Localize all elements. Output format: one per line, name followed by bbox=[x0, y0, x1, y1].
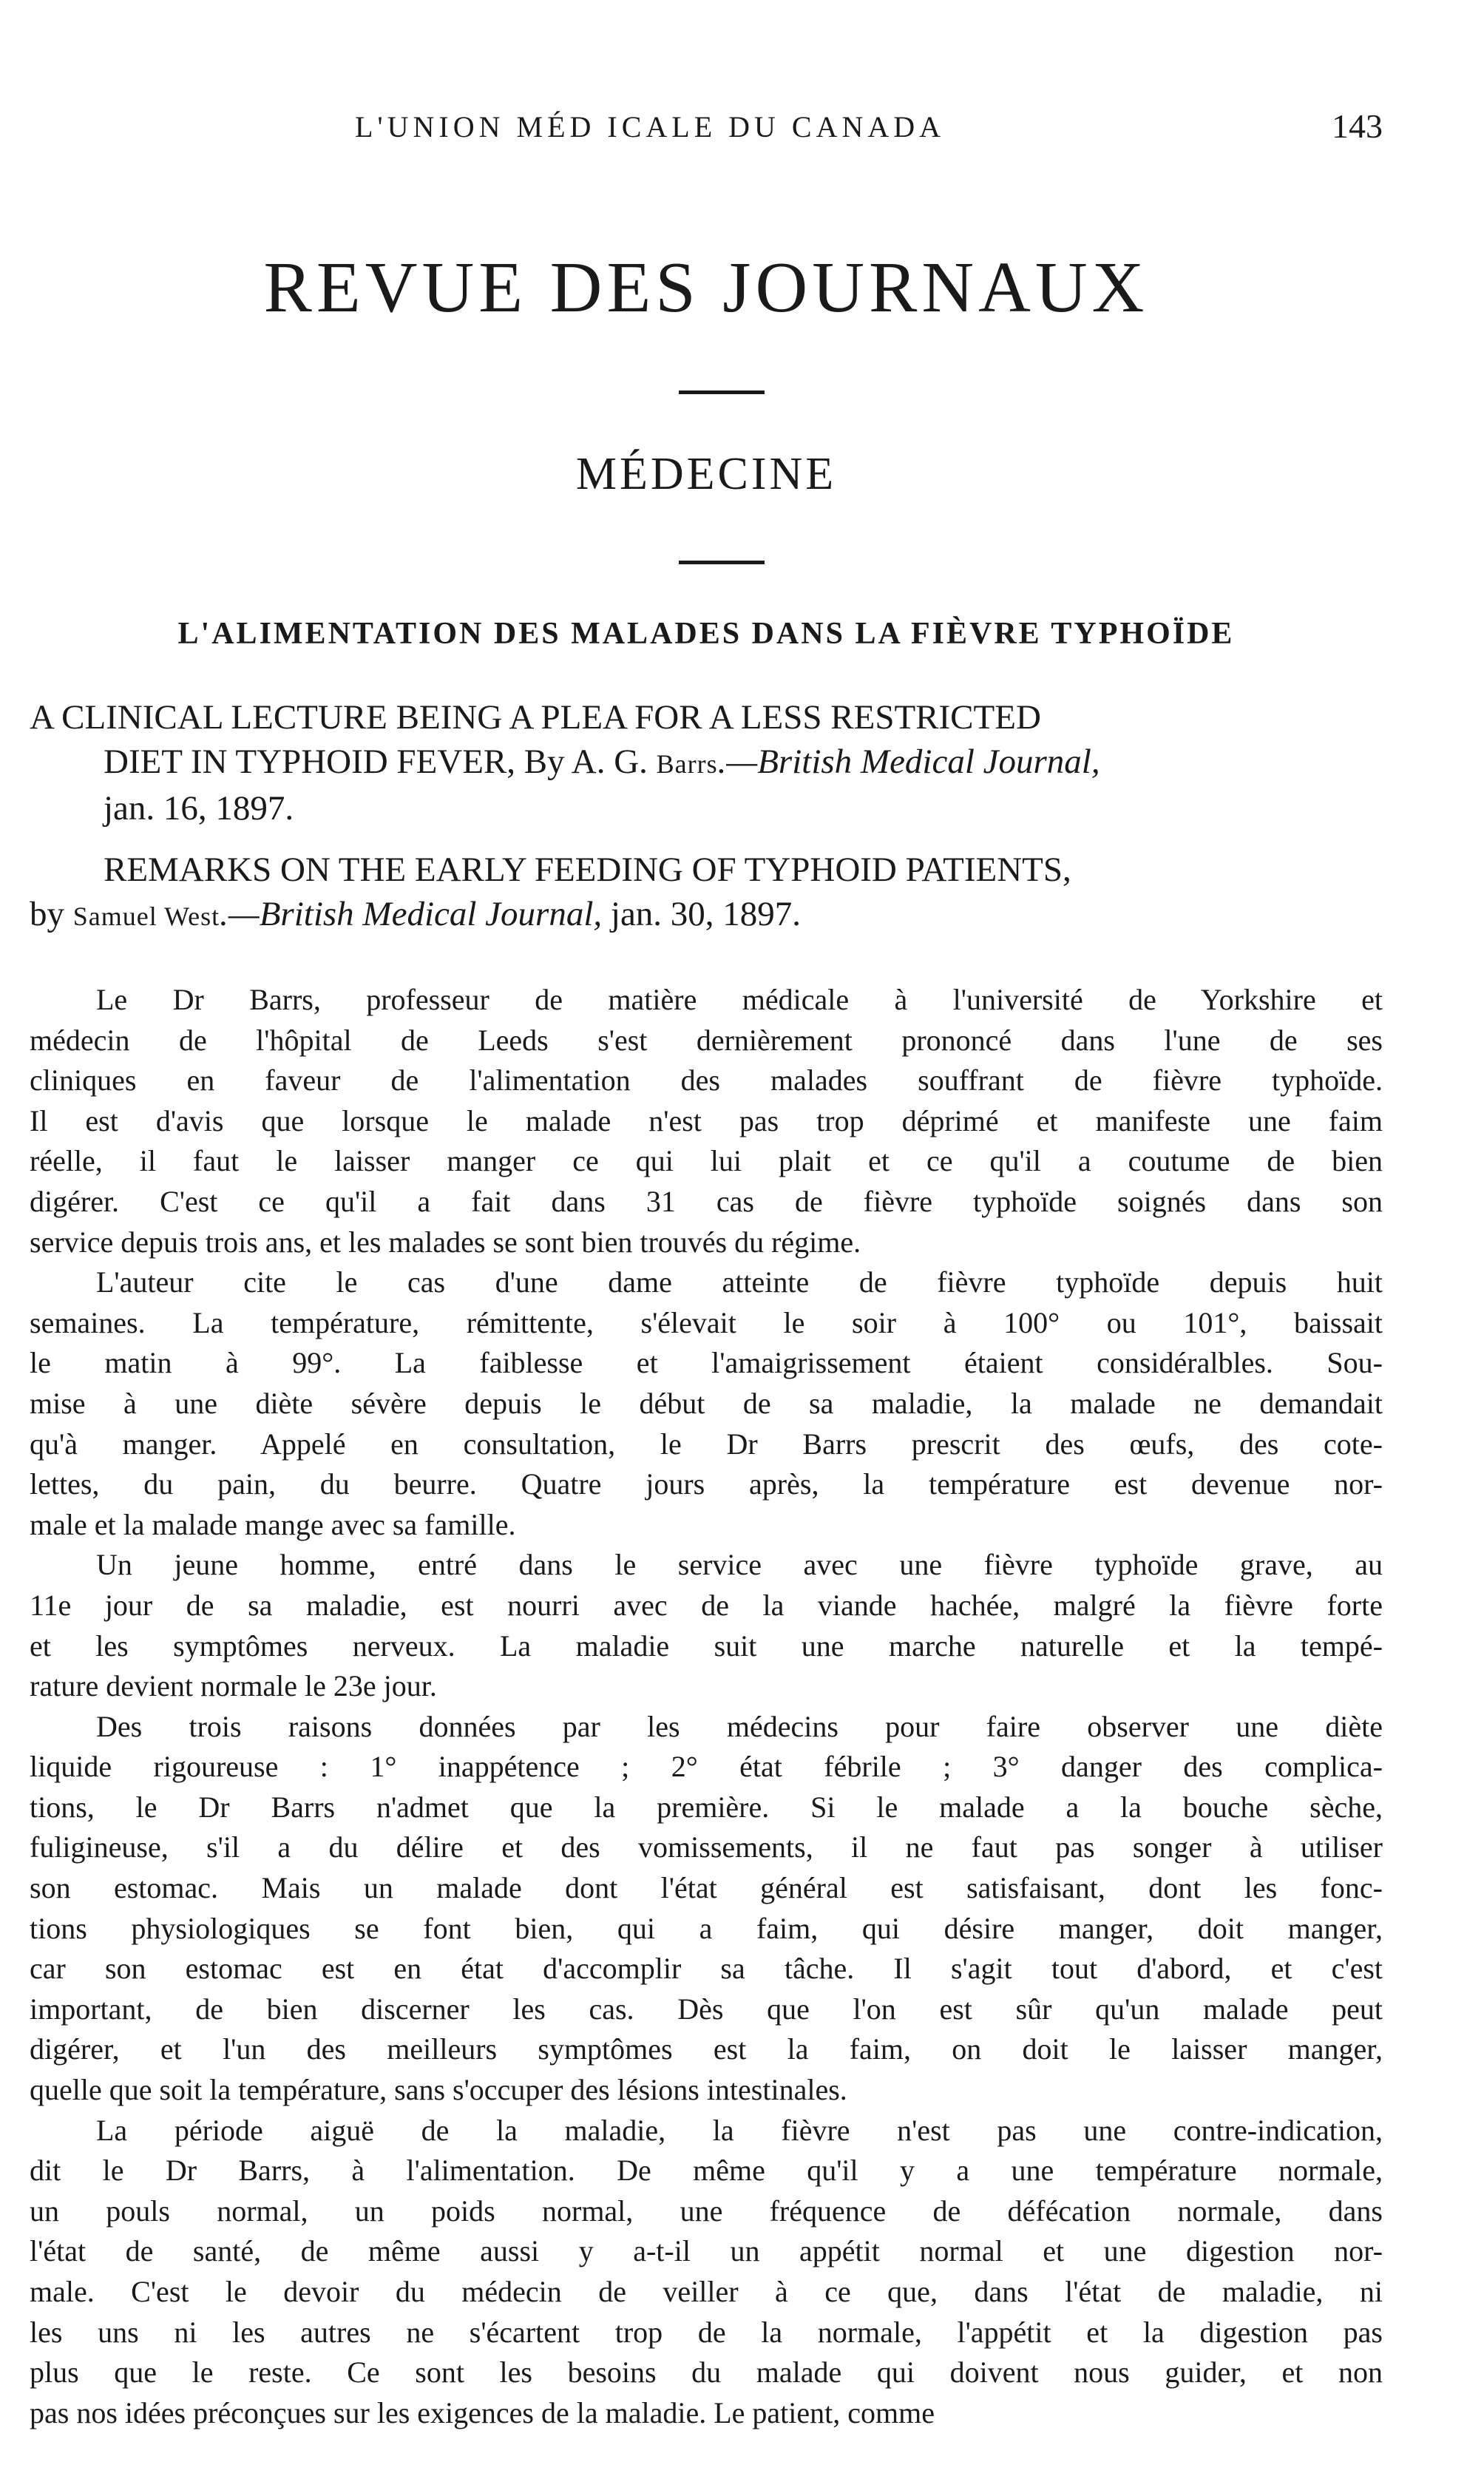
paragraph-line: service depuis trois ans, et les malades se sont bien trouvés du régime. bbox=[30, 1225, 861, 1259]
paragraph-line: qu'à manger. Appelé en consultation, le Dr Barrs prescrit des œufs, des cote- bbox=[30, 1427, 1383, 1461]
paragraph-line: pas nos idées préconçues sur les exigences de la maladie. Le patient, comme bbox=[30, 2395, 935, 2429]
paragraph-line: fuligineuse, s'il a du délire et des vomissements, il ne faut pas songer à utiliser bbox=[30, 1830, 1383, 1864]
reference-author: Samuel West bbox=[72, 902, 220, 931]
title-rule bbox=[679, 390, 765, 394]
paragraph-line: Des trois raisons données par les médecins pour faire observer une diète bbox=[96, 1709, 1383, 1743]
reference-date: jan. 30, 1897. bbox=[602, 895, 802, 933]
reference-text: DIET IN TYPHOID FEVER, By A. G. bbox=[104, 743, 657, 781]
paragraph-line: dit le Dr Barrs, à l'alimentation. De même qu'il y a une température normale, bbox=[30, 2154, 1383, 2188]
paragraph-line: liquide rigoureuse : 1° inappétence ; 2° état fébrile ; 3° danger des complica- bbox=[30, 1750, 1383, 1784]
journal-page bbox=[30, 0, 1383, 2479]
reference-source: .—British Medical Journal, bbox=[220, 895, 603, 933]
paragraph-line: car son estomac est en état d'accomplir sa tâche. Il s'agit tout d'abord, et c'est bbox=[30, 1952, 1383, 1986]
paragraph-line: tions, le Dr Barrs n'admet que la première. Si le malade a la bouche sèche, bbox=[30, 1790, 1383, 1824]
paragraph-line: digérer, et l'un des meilleurs symptômes est la faim, on doit le laisser manger, bbox=[30, 2032, 1383, 2066]
paragraph-line: lettes, du pain, du beurre. Quatre jours après, la température est devenue nor- bbox=[30, 1467, 1383, 1501]
paragraph-line: réelle, il faut le laisser manger ce qui lui plait et ce qu'il a coutume de bien bbox=[30, 1144, 1383, 1178]
paragraph-line: son estomac. Mais un malade dont l'état général est satisfaisant, dont les fonc- bbox=[30, 1871, 1383, 1905]
paragraph-line: cliniques en faveur de l'alimentation des malades souffrant de fièvre typhoïde. bbox=[30, 1063, 1383, 1098]
reference-line bbox=[30, 892, 1383, 938]
paragraph-line: les uns ni les autres ne s'écartent trop de la normale, l'appétit et la digestion pas bbox=[30, 2315, 1383, 2349]
paragraph-line: Le Dr Barrs, professeur de matière médicale à l'université de Yorkshire et bbox=[96, 983, 1383, 1016]
paragraph-line: male. C'est le devoir du médecin de veiller à ce que, dans l'état de maladie, ni bbox=[30, 2275, 1383, 2308]
paragraph-line: Un jeune homme, entré dans le service avec une fièvre typhoïde grave, au bbox=[96, 1548, 1383, 1582]
article-body bbox=[30, 980, 1383, 2433]
subsection-rule bbox=[679, 561, 765, 564]
reference-by: by bbox=[30, 895, 73, 933]
reference-author: Barrs bbox=[656, 749, 718, 779]
section-title: REVUE DES JOURNAUX bbox=[263, 248, 1149, 328]
running-head bbox=[30, 109, 1383, 154]
paragraph-line: et les symptômes nerveux. La maladie suit une marche naturelle et la tempé- bbox=[30, 1629, 1383, 1663]
paragraph-line: un pouls normal, un poids normal, une fréquence de défécation normale, dans bbox=[30, 2194, 1383, 2228]
paragraph-line: quelle que soit la température, sans s'occuper des lésions intestinales. bbox=[30, 2073, 847, 2107]
paragraph-line: important, de bien discerner les cas. Dès que l'on est sûr qu'un malade peut bbox=[30, 1992, 1383, 2026]
paragraph-line: La période aiguë de la maladie, la fièvre n'est pas une contre-indication, bbox=[96, 2113, 1383, 2147]
page-number: 143 bbox=[1332, 107, 1383, 145]
reference-line: A CLINICAL LECTURE BEING A PLEA FOR A LESS RESTRICTED bbox=[30, 698, 1041, 737]
paragraph-line: médecin de l'hôpital de Leeds s'est dernièrement prononcé dans l'une de ses bbox=[30, 1023, 1383, 1057]
reference-line: jan. 16, 1897. bbox=[104, 789, 294, 828]
running-title: L'UNION MÉD ICALE DU CANADA bbox=[355, 110, 946, 143]
reference-barrs bbox=[30, 695, 1383, 831]
paragraph-line: Il est d'avis que lorsque le malade n'est pas trop déprimé et manifeste une faim bbox=[30, 1103, 1383, 1137]
paragraph-line: rature devient normale le 23e jour. bbox=[30, 1669, 437, 1703]
paragraph-line: mise à une diète sévère depuis le début de sa maladie, la malade ne demandait bbox=[30, 1386, 1383, 1420]
article-title: L'ALIMENTATION DES MALADES DANS LA FIÈVRE TYPHOÏDE bbox=[177, 617, 1235, 651]
reference-source: .—British Medical Journal, bbox=[717, 743, 1100, 781]
paragraph-line: digérer. C'est ce qu'il a fait dans 31 cas de fièvre typhoïde soignés dans son bbox=[30, 1184, 1383, 1218]
reference-line: REMARKS ON THE EARLY FEEDING OF TYPHOID PATIENTS, bbox=[104, 850, 1071, 889]
paragraph-line: semaines. La température, rémittente, s'élevait le soir à 100° ou 101°, baissait bbox=[30, 1305, 1383, 1339]
reference-west bbox=[30, 848, 1383, 938]
paragraph-line: 11e jour de sa maladie, est nourri avec de la viande hachée, malgré la fièvre forte bbox=[30, 1588, 1383, 1622]
paragraph-line: le matin à 99°. La faiblesse et l'amaigrissement étaient considéralbles. Sou- bbox=[30, 1346, 1383, 1380]
paragraph-line: male et la malade mange avec sa famille. bbox=[30, 1507, 516, 1541]
reference-line bbox=[104, 740, 1383, 786]
paragraph-line: l'état de santé, de même aussi y a-t-il un appétit normal et une digestion nor- bbox=[30, 2234, 1383, 2268]
subsection-title: MÉDECINE bbox=[575, 449, 837, 499]
paragraph-line: L'auteur cite le cas d'une dame atteinte de fièvre typhoïde depuis huit bbox=[96, 1265, 1383, 1299]
paragraph-line: plus que le reste. Ce sont les besoins du malade qui doivent nous guider, et non bbox=[30, 2355, 1383, 2390]
paragraph-line: tions physiologiques se font bien, qui a faim, qui désire manger, doit manger, bbox=[30, 1911, 1383, 1945]
